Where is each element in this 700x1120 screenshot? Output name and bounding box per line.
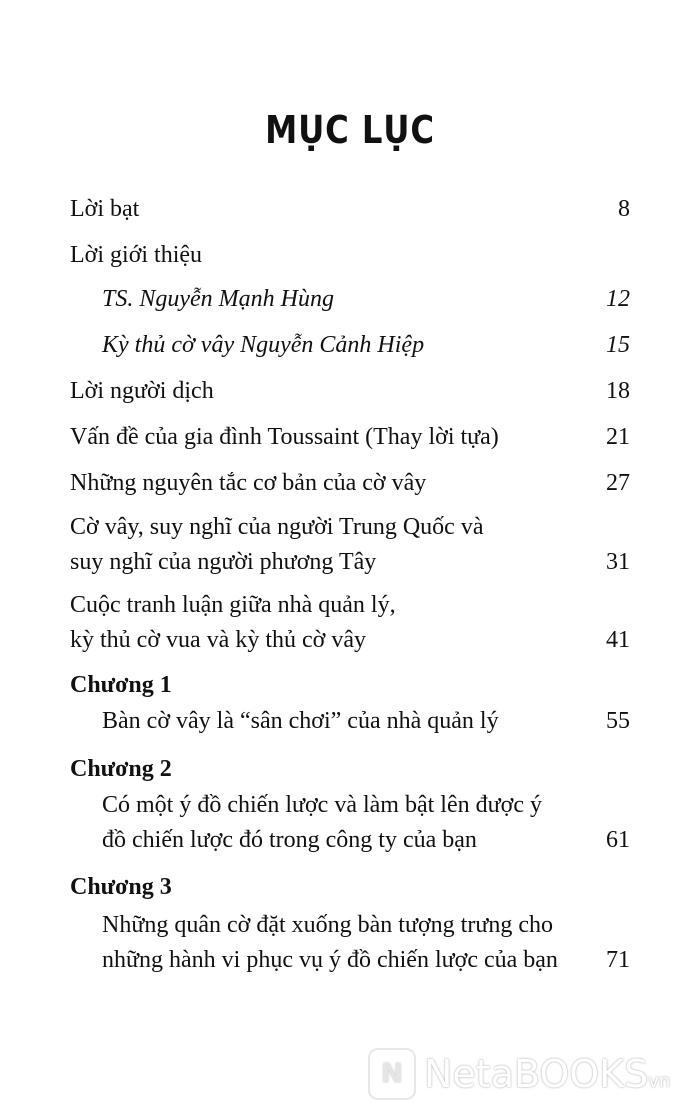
entry-title: Lời người dịch [70, 378, 214, 404]
entry-page: 18 [606, 378, 630, 404]
watermark-brand: NetaBOOKS [424, 1052, 649, 1096]
entry-page: 55 [606, 708, 630, 734]
watermark-suffix: vn [648, 1071, 671, 1092]
page-title: MỤC LỤC [265, 108, 435, 152]
toc-entry [102, 704, 630, 739]
entry-page: 8 [618, 196, 630, 222]
entry-title: Có một ý đồ chiến lược và làm bật lên được ý đồ chiến lược đó trong công ty của bạn [102, 792, 542, 853]
chapter-heading [70, 752, 630, 787]
entry-page: 27 [606, 470, 630, 496]
entry-page: 21 [606, 424, 630, 450]
toc-entry [70, 238, 630, 273]
entry-page: 31 [606, 549, 630, 575]
toc-entry [70, 374, 630, 409]
entry-title: Lời giới thiệu [70, 242, 203, 268]
toc-entry [70, 420, 630, 455]
netabooks-watermark [368, 1048, 670, 1100]
toc-entry [70, 192, 630, 227]
entry-title: Lời bạt [70, 196, 140, 222]
entry-page: 12 [606, 286, 630, 312]
toc-entry [102, 328, 630, 363]
toc-entry [102, 788, 630, 858]
entry-title: TS. Nguyễn Mạnh Hùng [102, 286, 334, 312]
watermark-text [424, 1052, 670, 1096]
entry-title: Cờ vây, suy nghĩ của người Trung Quốc và suy nghĩ của người phương Tây [70, 514, 484, 575]
entry-page: 15 [606, 332, 630, 358]
toc-entry [102, 908, 630, 978]
entry-title: Chương 2 [70, 756, 172, 782]
entry-title: Bàn cờ vây là “sân chơi” của nhà quản lý [102, 708, 499, 734]
toc-entry [70, 588, 630, 658]
entry-title: Chương 1 [70, 672, 172, 698]
chapter-heading [70, 870, 630, 905]
entry-title: Chương 3 [70, 874, 172, 900]
entry-title: Vấn đề của gia đình Toussaint (Thay lời tựa) [70, 424, 499, 450]
netabooks-logo-icon: N [368, 1048, 416, 1100]
entry-page: 61 [606, 827, 630, 853]
chapter-heading [70, 668, 630, 703]
toc-entry [102, 282, 630, 317]
entry-title: Kỳ thủ cờ vây Nguyễn Cảnh Hiệp [102, 332, 425, 358]
entry-page: 71 [606, 947, 630, 973]
entry-title: Những quân cờ đặt xuống bàn tượng trưng cho những hành vi phục vụ ý đồ chiến lược của bạn [102, 912, 558, 973]
entry-title: Cuộc tranh luận giữa nhà quản lý, kỳ thủ cờ vua và kỳ thủ cờ vây [70, 592, 396, 653]
entry-page: 41 [606, 627, 630, 653]
toc-entry [70, 466, 630, 501]
toc-entry [70, 510, 630, 580]
entry-title: Những nguyên tắc cơ bản của cờ vây [70, 470, 427, 496]
